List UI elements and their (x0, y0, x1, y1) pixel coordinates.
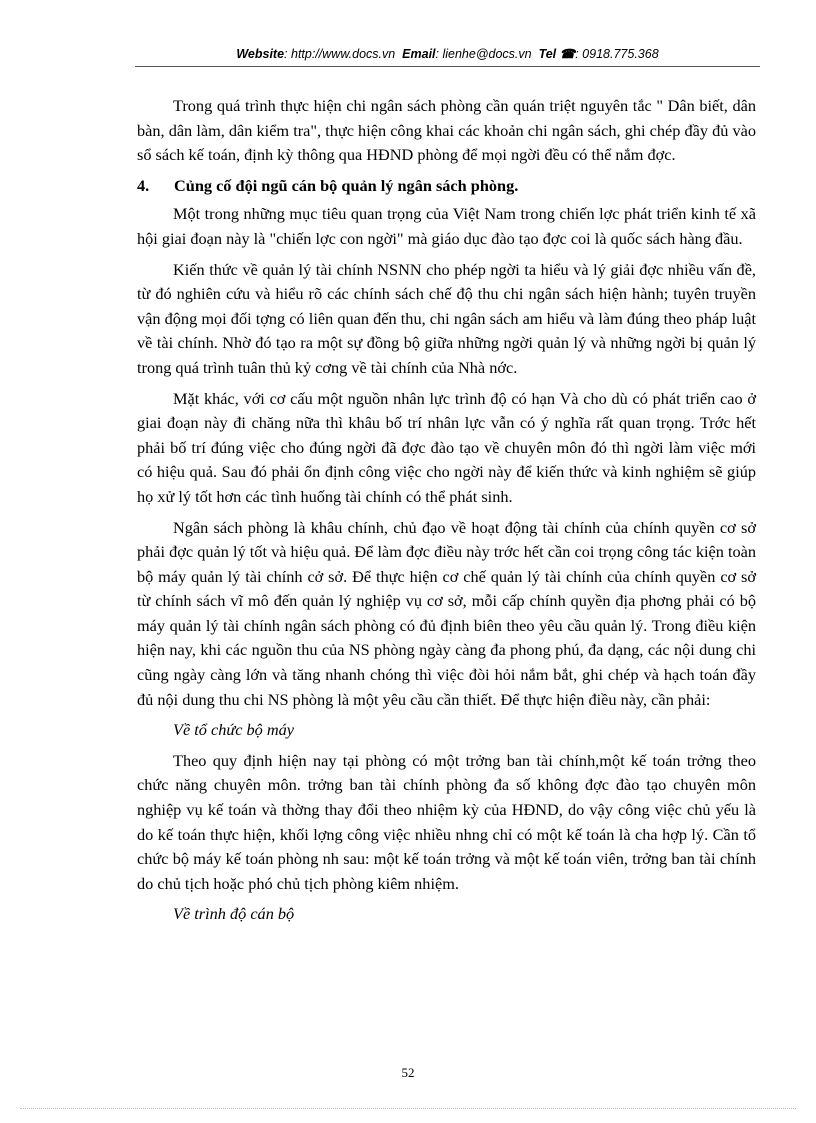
page-number: 52 (401, 1065, 415, 1080)
tel-label: Tel (538, 47, 557, 61)
paragraph-5: Ngân sách phòng là khâu chính, chủ đạo về hoạt động tài chính của chính quyền cơ sở phải đợc quản lý tốt và hiệu quả. Để làm đợc điều này trớc hết cần coi trọng công tác kiện toàn bộ máy quản lý tài chính cở sở. Để thực hiện cơ chế quản lý tài chính của chính quyền cơ sở từ chính sách vĩ mô đến quản lý nghiệp vụ cơ sở, mỗi cấp chính quyền địa phơng phải có bộ máy quản lý tài chính ngân sách phòng có đủ định biên theo yêu cầu quản lý. Trong điều kiện hiện nay, khi các nguồn thu của NS phòng ngày càng đa phong phú, đa dạng, các nội dung chi cũng ngày càng lớn và tăng nhanh chóng thì việc đòi hỏi nắm bắt, ghi chép và hạch toán đầy đủ nội dung thu chi NS phòng là một yêu cầu cần thiết. Để thực hiện điều này, cần phải: (137, 517, 756, 709)
website-value: : http://www.docs.vn (284, 47, 396, 61)
email-label: Email (402, 47, 436, 61)
paragraph-1: Trong quá trình thực hiện chi ngân sách phòng cần quán triệt nguyên tắc " Dân biết, dân bàn, dân làm, dân kiểm tra", thực hiện công khai các khoản chi ngân sách, ghi chép đầy đủ vào sổ sách kế toán, định kỳ thông qua HĐND phòng để mọi ngời đều có thể nắm đợc. (137, 96, 756, 165)
header-divider (135, 66, 760, 67)
tel-value: : 0918.775.368 (575, 47, 659, 61)
website-label: Website (236, 47, 285, 61)
section-heading (137, 174, 756, 199)
paragraph-3: Kiến thức về quản lý tài chính NSNN cho phép ngời ta hiểu và lý giải đợc nhiều vấn đề, từ đó nghiên cứu và hiểu rõ các chính sách chế độ thu chi ngân sách hiện hành; tuyên truyền vận động mọi đối tợng có liên quan đến thu, chi ngân sách am hiểu và làm đúng theo pháp luật về tài chính. Nhờ đó tạo ra một sự đồng bộ giữa những ngời quản lý và những ngời bị quản lý trong quá trình tuân thủ kỷ cơng về tài chính của Nhà nớc. (137, 259, 756, 377)
paragraph-4: Mặt khác, với cơ cấu một nguồn nhân lực trình độ có hạn Và cho dù có phát triển cao ở giai đoạn này đi chăng nữa thì khâu bố trí nhân lực vẫn có ý nghĩa rất quan trọng. Trớc hết phải bố trí đúng việc cho đúng ngời đã đợc đào tạo về chuyên môn đó thì ngời làm việc mới có hiệu quả. Sau đó phải ổn định công việc cho ngời này để kiến thức và kinh nghiệm sẽ giúp họ xử lý tốt hơn các tình huống tài chính có thể phát sinh. (137, 388, 756, 506)
section-number: 4. (137, 175, 150, 195)
section-title: Củng cố đội ngũ cán bộ quản lý ngân sách phòng. (174, 175, 519, 195)
email-value: : lienhe@docs.vn (435, 47, 532, 61)
phone-icon: ☎ (559, 47, 576, 61)
page-header (135, 46, 760, 61)
subheading-organization: Về tổ chức bộ máy (173, 720, 294, 740)
paragraph-2: Một trong những mục tiêu quan trọng của Việt Nam trong chiến lợc phát triển kinh tế xã hội giai đoạn này là "chiến lợc con ngời" mà giáo dục đào tạo đợc coi là quốc sách hàng đầu. (137, 204, 756, 248)
paragraph-6: Theo quy định hiện nay tại phòng có một trởng ban tài chính,một kế toán trởng theo chức năng chuyên môn. trởng ban tài chính phòng đa số không đợc đào tạo chuyên môn nghiệp vụ kế toán và thờng thay đổi theo nhiệm kỳ của HĐND, do vậy công việc chủ yếu là do kế toán thực hiện, khối lợng công việc nhiều nhng chỉ có một kế toán là cha hợp lý. Cần tổ chức bộ máy kế toán phòng nh sau: một kế toán trởng và một kế toán viên, trởng ban tài chính do chủ tịch hoặc phó chủ tịch phòng kiêm nhiệm. (137, 750, 756, 893)
document-body (137, 94, 756, 933)
footer-divider (20, 1108, 796, 1109)
subheading-staff-level: Về trình độ cán bộ (173, 904, 295, 924)
